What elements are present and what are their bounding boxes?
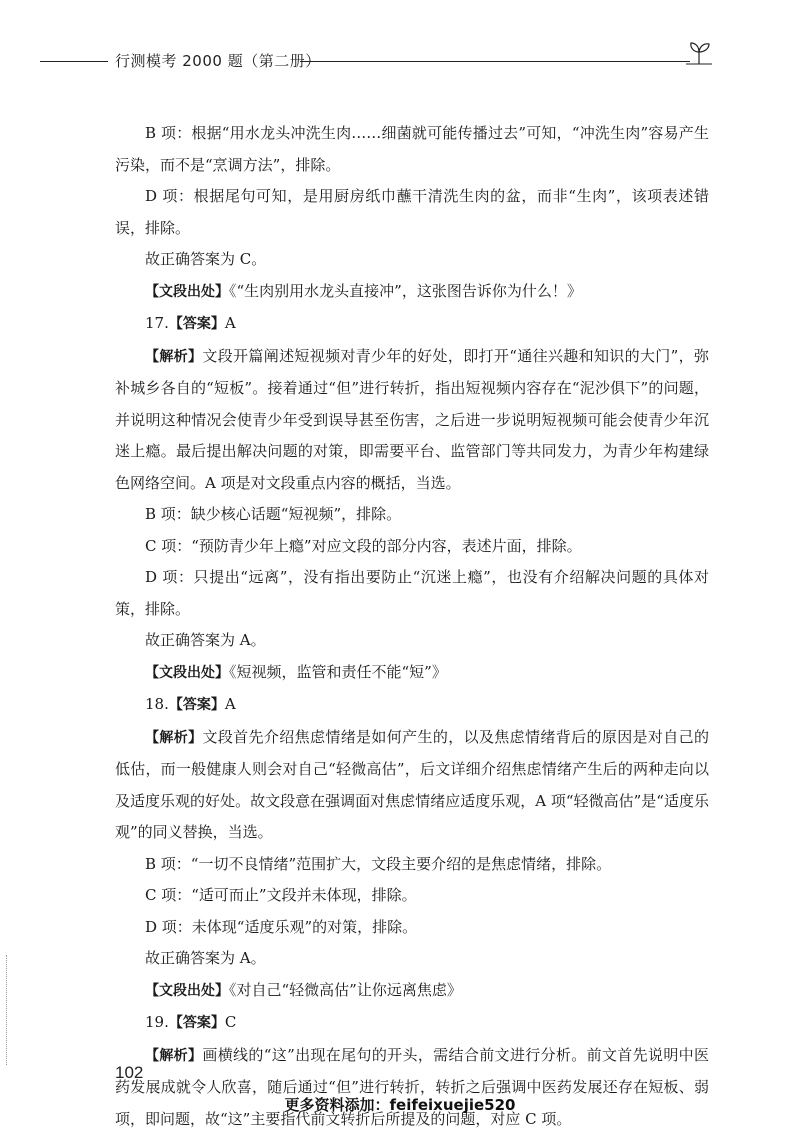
section-tag: 【解析】 [145,730,202,746]
paragraph [115,912,709,944]
paragraph-text: 故正确答案为 A。 [145,949,266,967]
paragraph [115,341,709,500]
paragraph-text: 《“生肉别用水龙头直接冲”，这张图告诉你为什么！》 [229,282,582,300]
section-tag: 【答案】 [169,1015,225,1031]
section-tag: 【答案】 [169,697,225,713]
paragraph-text: 《短视频，监管和责任不能“短”》 [229,663,447,681]
paragraph [115,849,709,881]
paragraph [115,531,709,563]
paragraph-text: C 项：“预防青少年上瘾”对应文段的部分内容，表述片面，排除。 [145,537,582,555]
paragraph-text: D 项：只提出“远离”，没有指出要防止“沉迷上瘾”，也没有介绍解决问题的具体对策，排除。 [115,568,709,618]
running-header [0,40,800,80]
paragraph-text: 画横线的“这”出现在尾句的开头，需结合前文进行分析。前文首先说明中医药发展成就令人欣喜，随后通过“但”进行转折，转折之后强调中医药发展还存在短板、弱项，即问题，故“这”主要指代前文转折后所提及的问题，对应 C 项。 [115,1046,709,1128]
paragraph [115,118,709,181]
sprout-icon [682,40,716,66]
section-tag: 【解析】 [145,349,202,365]
paragraph-text: A [225,314,236,332]
paragraph-text: C [225,1013,236,1031]
section-tag: 【文段出处】 [145,983,229,999]
paragraph [115,276,709,309]
paragraph-text: 文段首先介绍焦虑情绪是如何产生的，以及焦虑情绪背后的原因是对自己的低估，而一般健康人则会对自己“轻微高估”，后文详细介绍焦虑情绪产生后的两种走向以及适度乐观的好处。故文段意在强调面对焦虑情绪应适度乐观，A 项“轻微高估”是“适度乐观”的同义替换，当选。 [115,728,709,842]
paragraph [115,975,709,1008]
paragraph [115,1007,709,1040]
book-title: 行测模考 2000 题（第二册） [115,50,321,71]
paragraph-text: B 项：“一切不良情绪”范围扩大，文段主要介绍的是焦虑情绪，排除。 [145,855,611,873]
paragraph-text: A [225,695,236,713]
section-tag: 【文段出处】 [145,284,229,300]
question-number: 19. [145,1013,169,1031]
header-rule-left [40,61,108,62]
paragraph-text: D 项：根据尾句可知，是用厨房纸巾蘸干清洗生肉的盆，而非“生肉”，该项表述错误，排除。 [115,187,709,237]
paragraph [115,722,709,849]
section-tag: 【解析】 [145,1048,202,1064]
paragraph [115,244,709,276]
question-number: 17. [145,314,169,332]
section-tag: 【答案】 [169,316,225,332]
paragraph [115,657,709,690]
answer-explanations [115,118,709,1135]
paragraph [115,181,709,244]
paragraph-text: 故正确答案为 A。 [145,631,266,649]
paragraph [115,943,709,975]
footer-note: 更多资料添加：feifeixuejie520 [0,1094,800,1115]
paragraph [115,1040,709,1135]
binding-margin-dots [6,955,7,1065]
paragraph [115,625,709,657]
paragraph [115,880,709,912]
paragraph [115,308,709,341]
paragraph [115,689,709,722]
paragraph-text: B 项：缺少核心话题“短视频”，排除。 [145,505,401,523]
page-number: 102 [115,1063,143,1083]
paragraph-text: 文段开篇阐述短视频对青少年的好处，即打开“通往兴趣和知识的大门”，弥补城乡各自的“短板”。接着通过“但”进行转折，指出短视频内容存在“泥沙俱下”的问题，并说明这种情况会使青少年受到误导甚至伤害，之后进一步说明短视频可能会使青少年沉迷上瘾。最后提出解决问题的对策，即需要平台、监管部门等共同发力，为青少年构建绿色网络空间。A 项是对文段重点内容的概括，当选。 [115,347,709,492]
paragraph-text: 故正确答案为 C。 [145,250,266,268]
paragraph-text: C 项：“适可而止”文段并未体现，排除。 [145,886,417,904]
paragraph-text: D 项：未体现“适度乐观”的对策，排除。 [145,918,417,936]
paragraph-text: B 项：根据“用水龙头冲洗生肉……细菌就可能传播过去”可知，“冲洗生肉”容易产生污染，而不是“烹调方法”，排除。 [115,124,709,174]
section-tag: 【文段出处】 [145,665,229,681]
question-number: 18. [145,695,169,713]
paragraph [115,562,709,625]
header-rule-right [300,61,690,62]
paragraph-text: 《对自己“轻微高估”让你远离焦虑》 [229,981,462,999]
paragraph [115,499,709,531]
